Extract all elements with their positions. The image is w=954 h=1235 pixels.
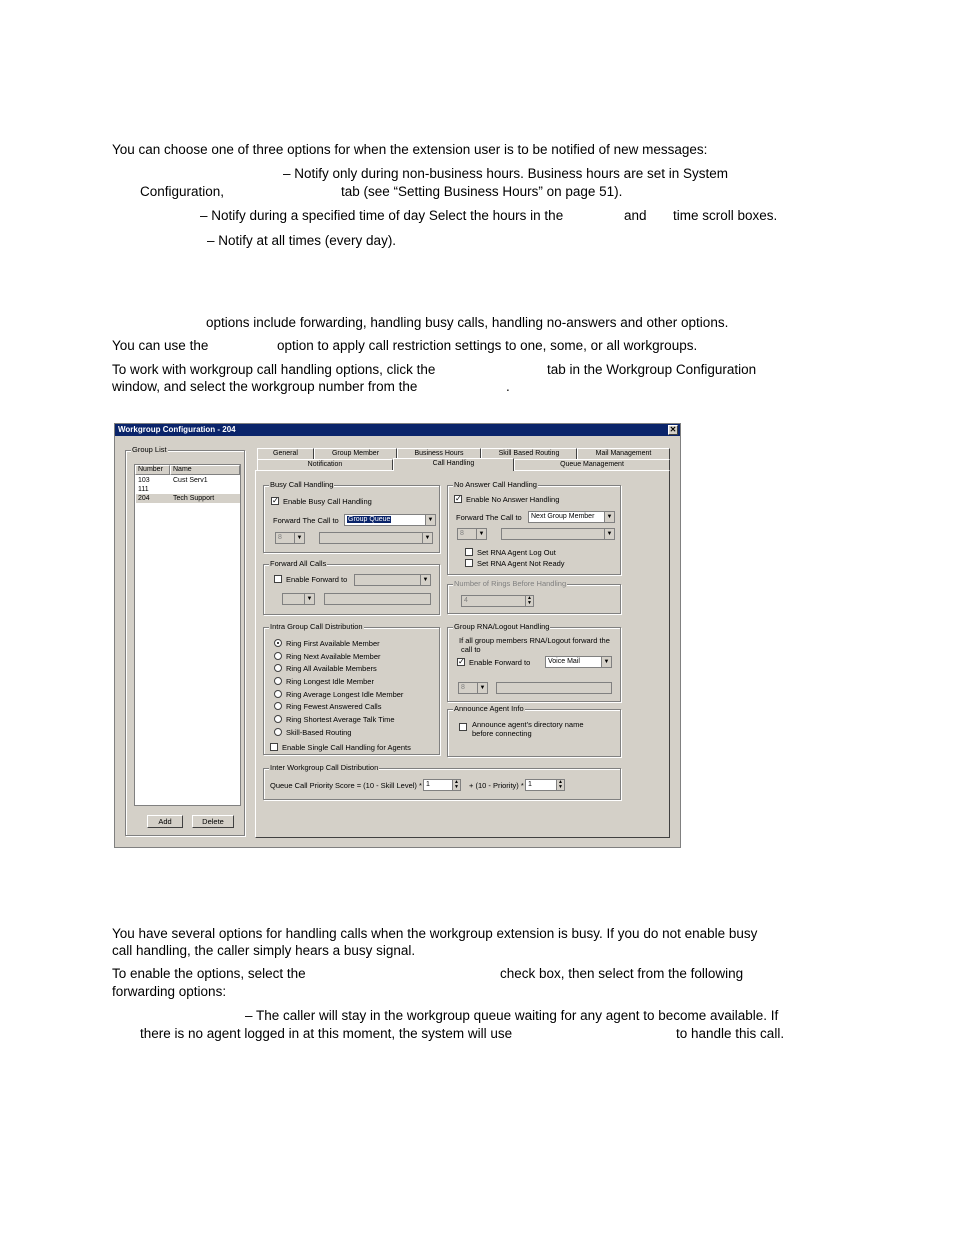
workgroup-paragraph-b: tab in the Workgroup Configuration [547, 362, 757, 377]
group-queue-bullet: – The caller will stay in the workgroup queue waiting for any agent to become available. If [245, 1008, 779, 1023]
enable-rna-forward-checkbox[interactable]: ✓ [458, 657, 465, 666]
spinner-arrows-icon: ▲ ▼ [452, 780, 460, 790]
restriction-paragraph-a: You can use the [112, 338, 209, 353]
rna-not-ready-label: Set RNA Agent Not Ready [477, 559, 565, 568]
announce-agent-label: Announce agent's directory name [472, 720, 584, 729]
busy-forward-label: Forward The Call to [273, 516, 339, 525]
rings-title: Number of Rings Before Handling [454, 579, 567, 588]
tab-group-member[interactable]: Group Member [314, 448, 397, 459]
rna-target-input[interactable] [496, 682, 612, 694]
restriction-paragraph-b: option to apply call restriction settings to one, some, or all workgroups. [277, 338, 698, 353]
group-list-title: Group List [132, 445, 167, 454]
no-answer-forward-select[interactable]: Next Group Member ▼ [528, 511, 615, 523]
tab-general[interactable]: General [257, 448, 314, 459]
no-answer-number-select[interactable]: 8 ▼ [457, 528, 487, 540]
forward-all-title: Forward All Calls [270, 559, 327, 568]
add-button[interactable]: Add [147, 815, 183, 828]
rna-not-ready-checkbox[interactable] [465, 559, 473, 567]
option-label: Ring Longest Idle Member [286, 677, 374, 686]
close-icon[interactable]: ✕ [669, 425, 677, 434]
option-label: Ring Next Available Member [286, 652, 381, 661]
workgroup-paragraph-d: . [506, 379, 510, 394]
bullet-specified-and: and [624, 208, 647, 223]
option-label: Ring First Available Member [286, 639, 380, 648]
enable-no-answer-label: Enable No Answer Handling [466, 495, 560, 504]
forward-all-calls-group [263, 559, 440, 615]
rna-logout-title: Group RNA/Logout Handling [454, 622, 550, 631]
bullet-always: – Notify at all times (every day). [207, 233, 397, 248]
radio-ring-all-available[interactable] [274, 664, 282, 672]
workgroup-configuration-dialog [114, 423, 681, 848]
enable-busy-label: Enable Busy Call Handling [283, 497, 372, 506]
tab-queue-management[interactable]: Queue Management [514, 459, 670, 470]
intra-group-distribution-group [263, 622, 440, 755]
tab-notification[interactable]: Notification [257, 459, 393, 470]
delete-button[interactable]: Delete [192, 815, 234, 828]
inter-workgroup-group [263, 763, 621, 800]
chevron-down-icon: ▼ [425, 515, 435, 525]
radio-ring-longest-idle[interactable] [274, 677, 282, 685]
radio-ring-average-longest-idle[interactable] [274, 690, 282, 698]
enable-forward-all-checkbox[interactable] [274, 575, 282, 583]
group-queue-bullet-cont: there is no agent logged in at this moment, the system will use [140, 1026, 513, 1041]
no-answer-target-select[interactable] [501, 528, 615, 540]
tab-mail-management[interactable]: Mail Management [577, 448, 670, 459]
busy-paragraph: You have several options for handling calls when the workgroup extension is busy. If you do not enable busy [112, 926, 758, 941]
spinner-arrows-icon: ▲ ▼ [525, 596, 533, 606]
announce-agent-checkbox[interactable] [459, 723, 467, 731]
rna-description-cont: call to [461, 645, 481, 654]
busy-target-select[interactable] [319, 532, 433, 544]
chevron-down-icon: ▼ [601, 657, 611, 667]
options-paragraph: options include forwarding, handling busy calls, handling no-answers and other options. [206, 315, 729, 330]
busy-call-handling-title: Busy Call Handling [270, 480, 334, 489]
rna-description: If all group members RNA/Logout forward the [459, 636, 610, 645]
chevron-down-icon: ▼ [477, 683, 487, 693]
chevron-down-icon: ▼ [420, 575, 430, 585]
chevron-down-icon: ▼ [604, 512, 614, 522]
priority-score-label: Queue Call Priority Score = (10 - Skill Level) * [270, 781, 422, 790]
busy-paragraph-cont: call handling, the caller simply hears a busy signal. [112, 943, 416, 958]
forward-all-select[interactable] [354, 574, 431, 586]
workgroup-paragraph-c: window, and select the workgroup number from the [112, 379, 418, 394]
chevron-down-icon: ▼ [294, 533, 304, 543]
busy-number-select[interactable]: 8 ▼ [275, 532, 305, 544]
list-item[interactable]: 111 [138, 486, 149, 493]
inter-workgroup-title: Inter Workgroup Call Distribution [270, 763, 379, 772]
option-label: Ring All Available Members [286, 664, 377, 673]
single-call-handling-label: Enable Single Call Handling for Agents [282, 743, 411, 752]
no-answer-title: No Answer Call Handling [454, 480, 537, 489]
group-list-box[interactable] [134, 464, 241, 806]
chevron-down-icon: ▼ [604, 529, 614, 539]
radio-ring-next-available[interactable] [274, 652, 282, 660]
rna-forward-select[interactable]: Voice Mail ▼ [545, 656, 612, 668]
dialog-title: Workgroup Configuration - 204 ✕ [115, 424, 680, 436]
spinner-arrows-icon: ▲ ▼ [556, 780, 564, 790]
tab-business-hours[interactable]: Business Hours [397, 448, 481, 459]
enable-paragraph-a: To enable the options, select the [112, 966, 306, 981]
radio-ring-fewest-answered[interactable] [274, 702, 282, 710]
bullet-non-business: – Notify only during non-business hours. Business hours are set in System [283, 166, 728, 181]
priority-label: + (10 - Priority) * [469, 781, 524, 790]
enable-paragraph-b: check box, then select from the following [500, 966, 744, 981]
radio-ring-shortest-talk-time[interactable] [274, 715, 282, 723]
bullet-non-business-cont: Configuration, [140, 184, 225, 199]
enable-busy-checkbox[interactable]: ✓ [272, 496, 279, 505]
option-label: Ring Fewest Answered Calls [286, 702, 382, 711]
list-item-selected[interactable]: 204 Tech Support [136, 494, 240, 503]
skill-level-spinner[interactable]: 1 ▲ ▼ [423, 779, 461, 791]
rings-group [447, 579, 621, 614]
column-header-name[interactable]: Name [170, 465, 240, 475]
enable-paragraph-c: forwarding options: [112, 984, 227, 999]
tab-call-handling[interactable]: Call Handling [393, 458, 514, 471]
enable-rna-forward-label: Enable Forward to [469, 658, 531, 667]
busy-forward-select[interactable]: Group Queue ▼ [344, 514, 436, 526]
bullet-non-business-cont2: tab (see “Setting Business Hours” on page 51). [341, 184, 623, 199]
chevron-down-icon: ▼ [476, 529, 486, 539]
option-label: Ring Average Longest Idle Member [286, 690, 404, 699]
tab-skill-based-routing[interactable]: Skill Based Routing [481, 448, 577, 459]
announce-agent-title: Announce Agent Info [454, 704, 524, 713]
no-answer-forward-label: Forward The Call to [456, 513, 522, 522]
priority-spinner[interactable]: 1 ▲ ▼ [525, 779, 565, 791]
single-call-handling-checkbox[interactable] [270, 743, 278, 751]
list-item[interactable]: 103 Cust Serv1 [138, 477, 208, 484]
bullet-specified-end: time scroll boxes. [673, 208, 778, 223]
rna-logout-checkbox[interactable] [465, 548, 473, 556]
no-answer-handling-group [447, 480, 621, 575]
bullet-specified-time: – Notify during a specified time of day Select the hours in the [200, 208, 564, 223]
announce-agent-group [447, 704, 621, 757]
intra-group-title: Intra Group Call Distribution [270, 622, 363, 631]
group-queue-bullet-end: to handle this call. [676, 1026, 785, 1041]
chevron-down-icon: ▼ [422, 533, 432, 543]
group-list-panel [125, 445, 245, 836]
busy-call-handling-group [263, 480, 440, 553]
radio-skill-based-routing[interactable] [274, 728, 282, 736]
rings-spinner[interactable]: 4 ▲ ▼ [461, 595, 534, 607]
workgroup-paragraph-a: To work with workgroup call handling options, click the [112, 362, 436, 377]
radio-ring-first-available[interactable] [274, 639, 282, 647]
enable-forward-all-label: Enable Forward to [286, 575, 348, 584]
forward-all-target-input[interactable] [324, 593, 431, 605]
group-rna-logout-group [447, 622, 621, 702]
rna-logout-label: Set RNA Agent Log Out [477, 548, 556, 557]
intro-paragraph: You can choose one of three options for when the extension user is to be notified of new messages: [112, 142, 708, 157]
chevron-down-icon: ▼ [304, 594, 314, 604]
option-label: Ring Shortest Average Talk Time [286, 715, 395, 724]
rna-number-select[interactable]: 8 ▼ [458, 682, 488, 694]
column-header-number[interactable]: Number [135, 465, 170, 475]
enable-no-answer-checkbox[interactable]: ✓ [455, 494, 462, 503]
announce-agent-label-cont: before connecting [472, 729, 532, 738]
option-label: Skill-Based Routing [286, 728, 352, 737]
forward-all-number-select[interactable] [282, 593, 315, 605]
